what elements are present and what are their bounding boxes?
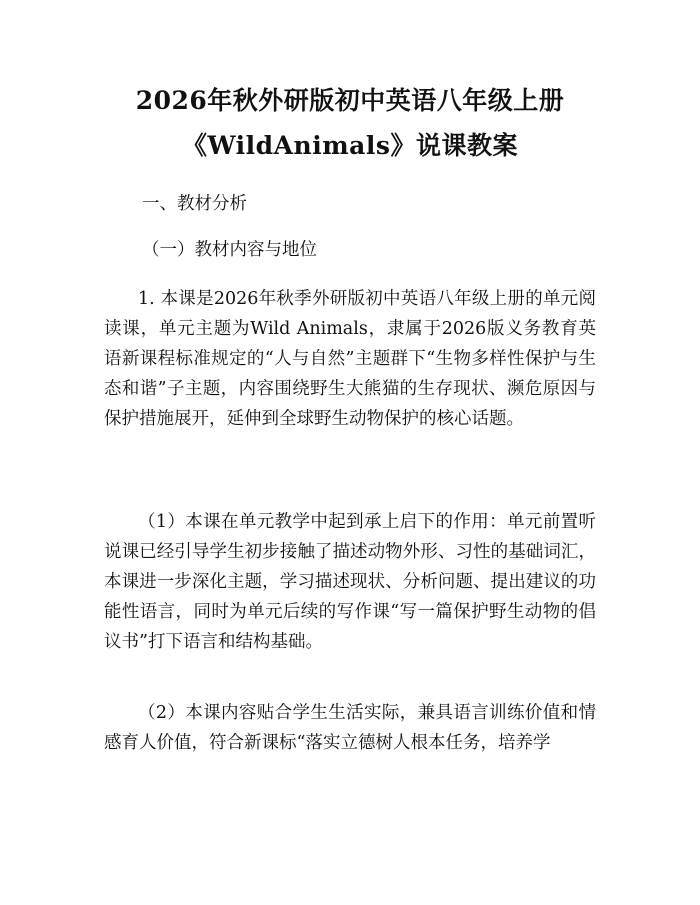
subsection-heading: （一）教材内容与地位 <box>142 240 317 260</box>
document-title-line-1: 2026年秋外研版初中英语八年级上册 <box>135 86 565 115</box>
section-heading: 一、教材分析 <box>142 194 247 214</box>
body-paragraph-3: （2）本课内容贴合学生生活实际，兼具语言训练价值和情感育人价值，符合新课标“落实立德树人根本任务，培养学 <box>104 703 596 753</box>
document-title-line-2: 《WildAnimals》说课教案 <box>182 131 518 160</box>
body-paragraph-1: 1. 本课是2026年秋季外研版初中英语八年级上册的单元阅读课，单元主题为Wild Animals，隶属于2026版义务教育英语新课程标准规定的“人与自然”主题群下“生物多样性保护与生态和谐”子主题，内容围绕野生大熊猫的生存现状、濒危原因与保护措施展开，延伸到全球野生动物保护的核心话题。 <box>104 289 596 429</box>
body-paragraph-2: （1）本课在单元教学中起到承上启下的作用：单元前置听说课已经引导学生初步接触了描述动物外形、习性的基础词汇，本课进一步深化主题，学习描述现状、分析问题、提出建议的功能性语言，同时为单元后续的写作课“写一篇保护野生动物的倡议书”打下语言和结构基础。 <box>104 512 596 652</box>
